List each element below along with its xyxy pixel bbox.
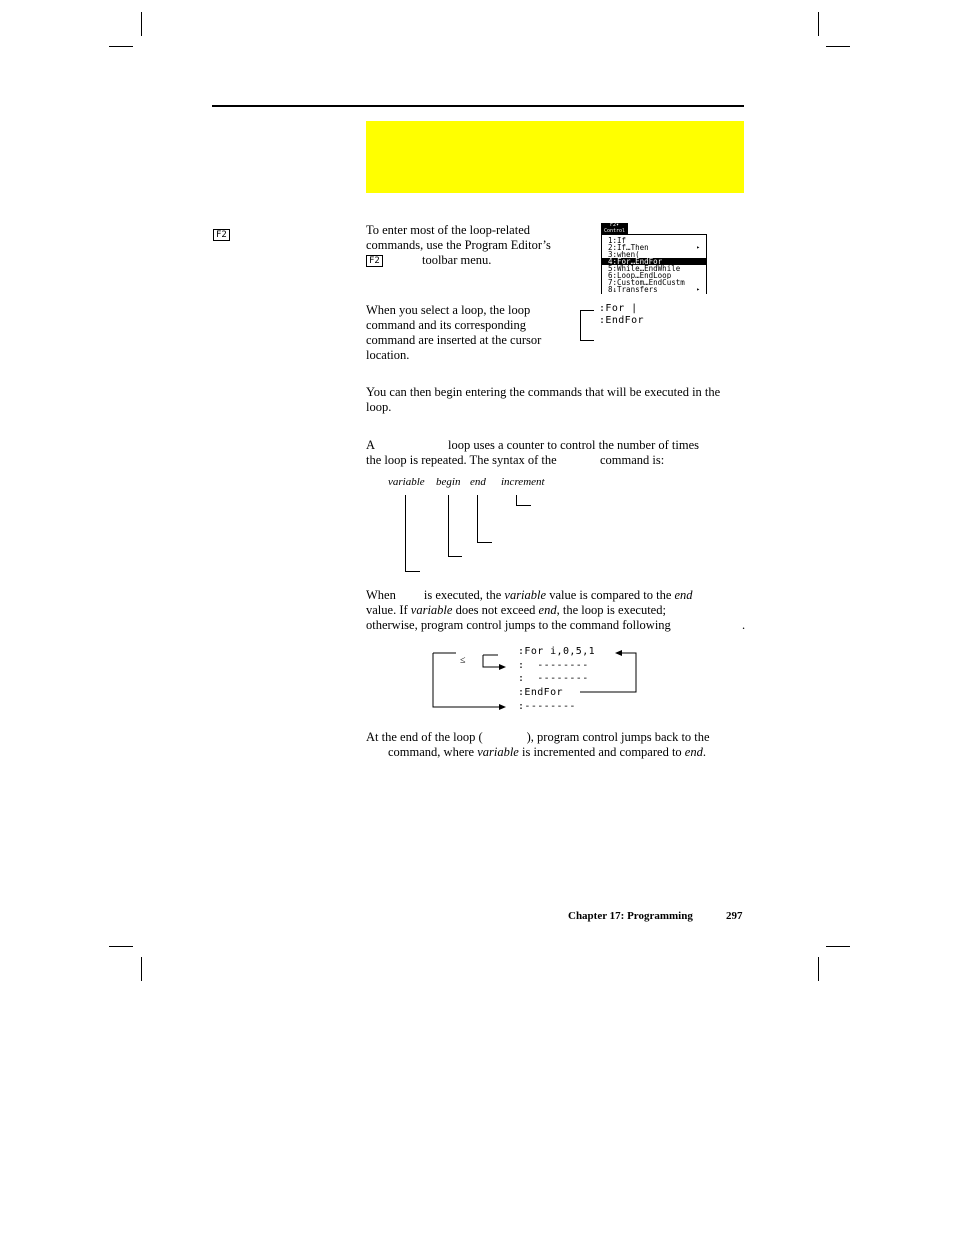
callout-line xyxy=(477,542,492,543)
then-paragraph: You can then begin entering the commands that will be executed in the loop. xyxy=(366,385,721,414)
select-text: When you select a loop, the loop command and its corresponding command are inserted at the cursor location. xyxy=(366,303,542,362)
crop-mark xyxy=(141,12,142,36)
menu-title-tab: F2▾ Control xyxy=(601,223,628,234)
menu-item: 2:If…Then ▸ xyxy=(608,244,700,251)
arrow-head xyxy=(499,704,506,710)
diagram-code-line: :EndFor xyxy=(518,687,563,698)
f2-key: F2 xyxy=(213,229,230,241)
intro-paragraph xyxy=(366,223,566,268)
crop-mark xyxy=(826,946,850,947)
menu-item: 1:If xyxy=(608,237,627,244)
crop-mark xyxy=(109,946,133,947)
syntax-end: end xyxy=(470,476,486,488)
arrow-head xyxy=(615,650,622,656)
for-text: A xyxy=(366,438,376,452)
callout-line xyxy=(448,556,462,557)
bracket-top xyxy=(580,310,594,311)
le-symbol: ≤ xyxy=(460,655,466,666)
bracket-vertical xyxy=(580,310,581,341)
when-text: otherwise, program control jumps to the command following xyxy=(366,618,671,632)
crop-mark xyxy=(818,12,819,36)
when-text: When is executed, the variable value is compared to the end xyxy=(366,588,693,602)
submenu-arrow-icon: ▸ xyxy=(696,286,700,293)
menu-item: 5:While…EndWhile xyxy=(608,265,681,272)
syntax-variable: variable xyxy=(388,476,425,488)
crop-mark xyxy=(141,957,142,981)
inserted-code-line: :EndFor xyxy=(599,315,644,326)
footer-chapter: Chapter 17: Programming xyxy=(568,910,693,922)
when-text: . xyxy=(742,618,746,632)
end-text: command, where variable is incremented and compared to end. xyxy=(388,745,706,759)
callout-line xyxy=(516,505,531,506)
control-menu-screenshot xyxy=(601,223,706,294)
when-text: value. If variable does not exceed end, the loop is executed; xyxy=(366,603,666,617)
f2-key-inline: F2 xyxy=(366,255,383,267)
select-paragraph xyxy=(366,303,551,363)
crop-mark xyxy=(826,46,850,47)
callout-line xyxy=(405,495,406,572)
diagram-code-line: :For i,0,5,1 xyxy=(518,646,596,657)
f2-key-margin xyxy=(213,225,230,243)
highlight-banner xyxy=(366,121,744,193)
intro-text-end: toolbar menu. xyxy=(421,253,492,267)
menu-item: 3:when( xyxy=(608,251,640,258)
diagram-code-line: : -------- xyxy=(518,673,589,684)
for-text: loop uses a counter to control the number of times xyxy=(448,438,699,452)
menu-item: 6:Loop…EndLoop xyxy=(608,272,672,279)
submenu-arrow-icon: ▸ xyxy=(696,244,700,251)
intro-text: To enter most of the loop-related commands, use the Program Editor’s xyxy=(366,223,551,252)
menu-item: 8↓Transfers ▸ xyxy=(608,286,700,293)
callout-line xyxy=(405,571,420,572)
syntax-begin: begin xyxy=(436,476,461,488)
crop-mark xyxy=(109,46,133,47)
diagram-code-line: : -------- xyxy=(518,660,589,671)
header-rule xyxy=(212,105,744,107)
menu-box xyxy=(601,234,707,294)
for-text: command is: xyxy=(600,453,665,467)
end-text: At the end of the loop ( ), program control jumps back to the xyxy=(366,730,710,744)
menu-item: 4:For…EndFor xyxy=(602,258,706,265)
crop-mark xyxy=(818,957,819,981)
syntax-increment: increment xyxy=(501,476,545,488)
for-text: the loop is repeated. The syntax of the xyxy=(366,453,557,467)
callout-line xyxy=(477,495,478,543)
inserted-code-line: :For | xyxy=(599,303,638,314)
bracket-bottom xyxy=(580,340,594,341)
callout-line xyxy=(448,495,449,557)
footer-page-number: 297 xyxy=(726,910,743,922)
menu-item: 7:Custom…EndCustm xyxy=(608,279,685,286)
diagram-code-line: :-------- xyxy=(518,701,576,712)
arrow-head xyxy=(499,664,506,670)
